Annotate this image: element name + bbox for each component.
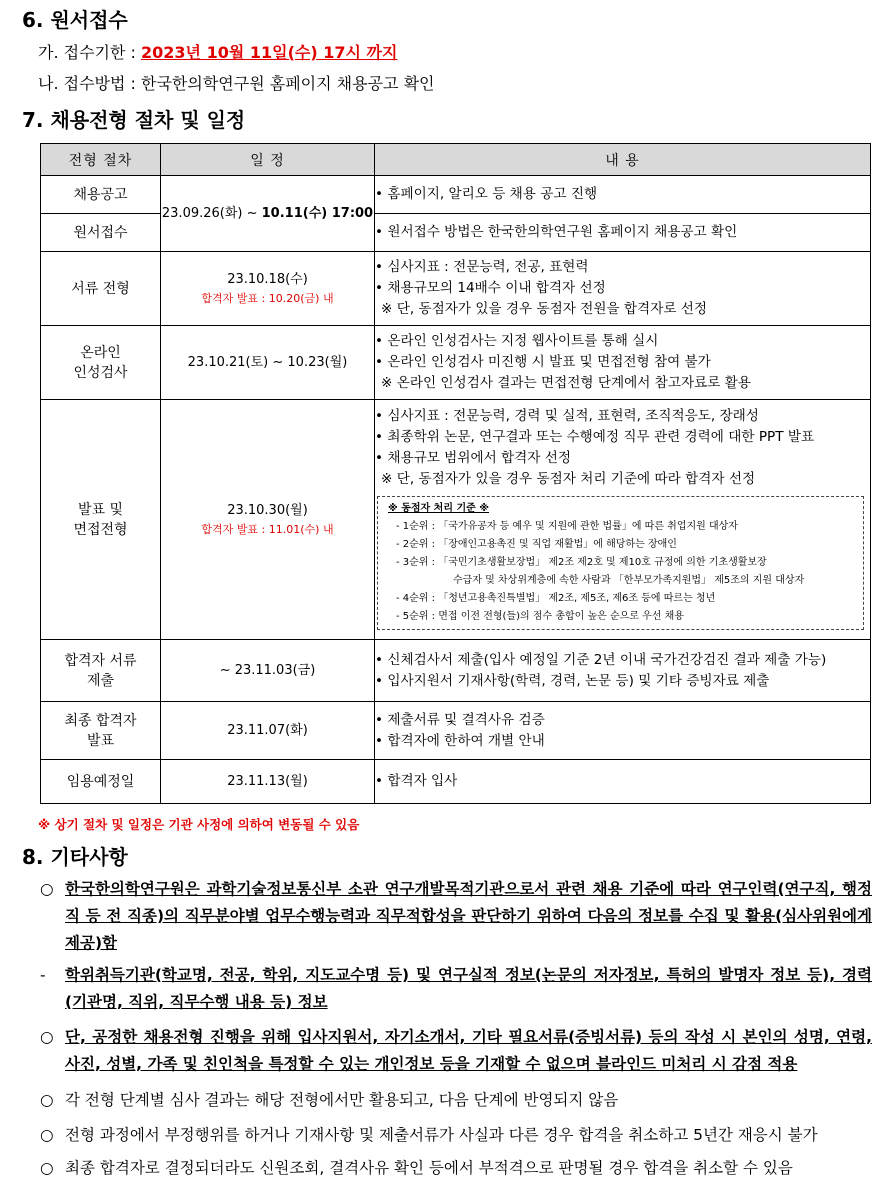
tie-break-title: ※ 동점자 처리 기준 ※: [388, 502, 489, 514]
paragraph-text: 단, 공정한 채용전형 진행을 위해 입사지원서, 자기소개서, 기타 필요서류(증빙서류) 등의 작성 시 본인의 성명, 연령, 사진, 성별, 가족 및 친인척을 특정할 수 있는 개인정보 등을 기재할 수 없으며 블라인드 미처리 시 감점 적용: [65, 1028, 872, 1073]
note-text: ※ 온라인 인성검사 결과는 면접전형 단계에서 참고자료로 활용: [381, 375, 751, 391]
stage-cell: 채용공고: [41, 176, 161, 214]
deadline-label: 가. 접수기한 :: [38, 43, 142, 62]
content-cell: [375, 702, 871, 760]
priority-item-continued: 수급자 및 차상위계층에 속한 사람과 「한부모가족지원법」 제5조의 지원 대상자: [453, 574, 805, 586]
paragraph-text: 전형 과정에서 부정행위를 하거나 기재사항 및 제출서류가 사실과 다른 경우 합격을 취소하고 5년간 재응시 불가: [65, 1126, 818, 1144]
list-item: • 홈페이지, 알리오 등 채용 공고 진행: [375, 186, 598, 202]
table-header-row: [41, 144, 871, 176]
date-text: 23.09.26(화) ~: [161, 206, 262, 221]
paragraph-text: 최종 합격자로 결정되더라도 신원조회, 결격사유 확인 등에서 부적격으로 판명될 경우 합격을 취소할 수 있음: [65, 1159, 793, 1177]
stage-cell: [41, 326, 161, 400]
stage-line: 온라인: [80, 344, 121, 361]
date-cell: [161, 176, 375, 252]
list-item: • 원서접수 방법은 한국한의학연구원 홈페이지 채용공고 확인: [375, 224, 738, 240]
stage-line: 면접전형: [73, 521, 128, 538]
paragraph-text: 학위취득기관(학교명, 전공, 학위, 지도교수명 등) 및 연구실적 정보(논문의 저자정보, 특허의 발명자 정보 등), 경력(기관명, 직위, 직무수행 내용 등) 정보: [65, 966, 872, 1011]
list-item: • 심사지표 : 전문능력, 경력 및 실적, 표현력, 조직적응도, 장래성: [375, 407, 759, 424]
list-item: • 채용규모 범위에서 합격자 선정: [375, 449, 572, 466]
priority-item: - 5순위 : 면접 이전 전형(들)의 점수 총합이 높은 순으로 우선 채용: [396, 610, 684, 622]
stage-line: 발표 및: [77, 501, 124, 518]
stage-line: 합격자 서류: [64, 652, 137, 669]
method-line: 나. 접수방법 : 한국한의학연구원 홈페이지 채용공고 확인: [38, 74, 435, 93]
note-text: ※ 단, 동점자가 있을 경우 동점자 처리 기준에 따라 합격자 선정: [381, 470, 756, 487]
list-item: • 온라인 인성검사 미진행 시 발표 및 면접전형 참여 불가: [375, 354, 711, 370]
priority-item: - 3순위 : 「국민기초생활보장법」 제2조 제2호 및 제10호 규정에 의한 기초생활보장: [396, 556, 767, 568]
list-item: • 최종학위 논문, 연구결과 또는 수행예정 직무 관련 경력에 대한 PPT 발표: [375, 428, 815, 445]
header-date: 일 정: [161, 144, 375, 176]
dash-marker: -: [40, 966, 46, 984]
list-item: • 채용규모의 14배수 이내 합격자 선정: [375, 280, 606, 296]
paragraph-text: 한국한의학연구원은 과학기술정보통신부 소관 연구개발목적기관으로서 관련 채용 기준에 따라 연구인력(연구직, 행정직 등 전 직종)의 직무분야별 업무수행능력과 직무적합성을 판단하기 위하여 다음의 정보를 수집 및 활용(심사위원에게 제공)함: [65, 880, 872, 952]
deadline-value: 2023년 10월 11일(수) 17시 까지: [141, 43, 398, 62]
announce-text: 합격자 발표 : 10.20(금) 내: [201, 291, 334, 305]
header-stage: 전형 절차: [41, 144, 161, 176]
content-cell: [375, 326, 871, 400]
info-paragraph: [40, 1087, 872, 1114]
stage-line: 발표: [86, 732, 115, 749]
date-cell: 23.11.13(월): [161, 760, 375, 804]
table-row: [41, 176, 871, 214]
info-paragraph: [40, 1155, 872, 1182]
header-content: 내 용: [375, 144, 871, 176]
date-bold-text: 10.11(수) 17:00: [261, 206, 374, 221]
priority-item: - 4순위 : 「청년고용촉진특별법」 제2조, 제5조, 제6조 등에 따르는 청년: [396, 592, 716, 604]
priority-item: - 1순위 : 「국가유공자 등 예우 및 지원에 관한 법률」에 따른 취업지원 대상자: [396, 520, 738, 532]
stage-cell: [41, 640, 161, 702]
tie-break-box: [377, 496, 864, 630]
list-item: • 제출서류 및 결격사유 검증: [375, 711, 545, 728]
paragraph-text: 각 전형 단계별 심사 결과는 해당 전형에서만 활용되고, 다음 단계에 반영되지 않음: [65, 1091, 619, 1109]
content-cell: [375, 214, 871, 252]
info-paragraph: [40, 1024, 872, 1078]
circle-marker: ○: [40, 1028, 54, 1046]
date-text: 23.10.18(수): [227, 271, 308, 287]
section-6-title: 6. 원서접수: [22, 8, 128, 32]
list-item: • 신체검사서 제출(입사 예정일 기준 2년 이내 국가건강검진 결과 제출 가능): [375, 651, 827, 668]
list-item: • 합격자 입사: [375, 773, 458, 789]
table-row: [41, 760, 871, 804]
priority-item: - 2순위 : 「장애인고용촉진 및 직업 재활법」에 해당하는 장애인: [396, 538, 677, 550]
table-row: [41, 326, 871, 400]
stage-line: 제출: [86, 672, 115, 689]
section-7-title: 7. 채용전형 절차 및 일정: [22, 108, 246, 132]
list-item: • 온라인 인성검사는 지정 웹사이트를 통해 실시: [375, 333, 659, 349]
content-cell: [375, 640, 871, 702]
info-paragraph: [40, 962, 872, 1016]
schedule-footnote: ※ 상기 절차 및 일정은 기관 사정에 의하여 변동될 수 있음: [38, 817, 360, 832]
list-item: • 입사지원서 기재사항(학력, 경력, 논문 등) 및 기타 증빙자료 제출: [375, 672, 770, 689]
stage-cell: [41, 702, 161, 760]
date-cell: ~ 23.11.03(금): [161, 640, 375, 702]
announce-text: 합격자 발표 : 11.01(수) 내: [201, 522, 334, 536]
circle-marker: ○: [40, 1091, 54, 1109]
deadline-line: [38, 40, 397, 63]
circle-marker: ○: [40, 880, 54, 898]
date-cell: 23.11.07(화): [161, 702, 375, 760]
list-item: • 합격자에 한하여 개별 안내: [375, 732, 545, 749]
date-cell: [161, 400, 375, 640]
stage-cell: 임용예정일: [41, 760, 161, 804]
info-paragraph: [40, 876, 872, 957]
content-cell: [375, 252, 871, 326]
stage-cell: [41, 400, 161, 640]
list-item: • 심사지표 : 전문능력, 전공, 표현력: [375, 259, 589, 275]
table-row: [41, 400, 871, 640]
content-cell: [375, 176, 871, 214]
section-8-title: 8. 기타사항: [22, 845, 128, 869]
note-text: ※ 단, 동점자가 있을 경우 동점자 전원을 합격자로 선정: [381, 301, 708, 317]
schedule-table: [40, 143, 871, 804]
stage-line: 인성검사: [73, 364, 128, 381]
stage-line: 최종 합격자: [64, 712, 137, 729]
circle-marker: ○: [40, 1126, 54, 1144]
info-paragraph: [40, 1122, 872, 1149]
date-text: 23.10.30(월): [227, 502, 308, 518]
content-cell: [375, 760, 871, 804]
table-row: [41, 702, 871, 760]
circle-marker: ○: [40, 1159, 54, 1177]
date-cell: 23.10.21(토) ~ 10.23(월): [161, 326, 375, 400]
stage-cell: 원서접수: [41, 214, 161, 252]
date-cell: [161, 252, 375, 326]
table-row: [41, 640, 871, 702]
stage-cell: 서류 전형: [41, 252, 161, 326]
content-cell: [375, 400, 871, 640]
table-row: [41, 252, 871, 326]
